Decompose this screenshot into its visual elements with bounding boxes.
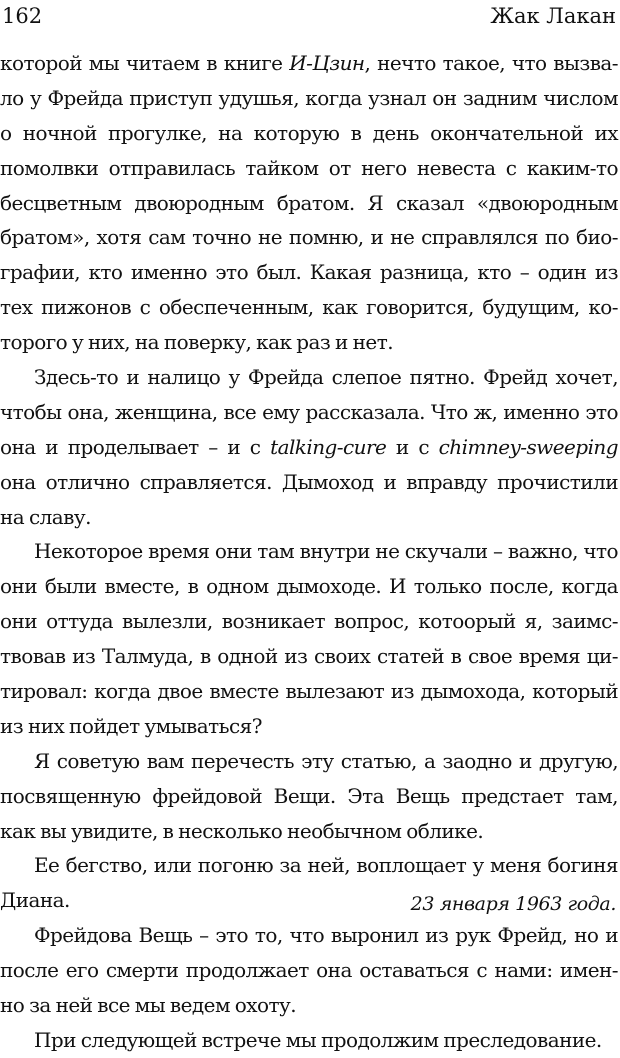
- text-line: на славу.: [0, 504, 91, 529]
- text-line: она и проделывает – и с talking-cure и с chimney-sweeping: [0, 434, 618, 459]
- text-line: она отлично справляется. Дымоход и вправду прочистили: [0, 469, 618, 494]
- text-line: твовав из Талмуда, в одной из своих статей в свое время ци-: [0, 644, 618, 669]
- lecture-date: 23 января 1963 года.: [410, 893, 616, 915]
- text-line: но за ней все мы ведем охоту.: [0, 993, 297, 1018]
- paragraph-start-line: Некоторое время они там внутри не скучали – важно, что: [34, 539, 618, 564]
- text-line: тировал: когда двое вместе вылезают из дымохода, который: [0, 679, 618, 704]
- italic-term: chimney-sweeping: [438, 434, 618, 459]
- text-line: они были вместе, в одном дымоходе. И только после, когда: [0, 574, 618, 599]
- page-number: 162: [2, 4, 43, 28]
- paragraph-start-line: При следующей встрече мы продолжим преследование.: [34, 1027, 602, 1052]
- text-line: как вы увидите, в несколько необычном облике.: [0, 818, 484, 843]
- text-line: о ночной прогулке, на которую в день окончательной их: [0, 120, 618, 145]
- italic-term: И-Цзин: [289, 51, 365, 75]
- text-line: после его смерти продолжает она оставаться с нами: имен-: [0, 958, 618, 983]
- text-line: ло у Фрейда приступ удушья, когда узнал он задним числом: [0, 85, 618, 110]
- text-line: помолвки отправилась тайком от него невеста с каким-то: [0, 155, 618, 180]
- text-line: Диана.: [0, 888, 70, 913]
- paragraph-start-line: Я советую вам перечесть эту статью, а заодно и другую,: [34, 748, 618, 773]
- text-line: тех пижонов с обеспеченным, как говорится, будущим, ко-: [0, 295, 618, 320]
- text-line: посвященную фрейдовой Вещи. Эта Вещь предстает там,: [0, 783, 618, 808]
- text-line: чтобы она, женщина, все ему рассказала. Что ж, именно это: [0, 399, 618, 424]
- text-line: братом», хотя сам точно не помню, и не справлялся по био-: [0, 225, 618, 250]
- text-line: бесцветным двоюродным братом. Я сказал «двоюродным: [0, 190, 618, 215]
- running-title: Жак Лакан: [490, 4, 616, 28]
- text-line: которой мы читаем в книге И-Цзин, нечто такое, что вызва-: [0, 51, 618, 75]
- paragraph-start-line: Здесь-то и налицо у Фрейда слепое пятно. Фрейд хочет,: [34, 365, 618, 390]
- text-line: они оттуда вылезли, возникает вопрос, котоорый я, заимс-: [0, 609, 618, 634]
- paragraph-start-line: Фрейдова Вещь – это то, что выронил из рук Фрейд, но и: [34, 923, 618, 948]
- running-head: [2, 2, 616, 32]
- paragraph-start-line: Ее бегство, или погоню за ней, воплощает у меня богиня: [34, 853, 618, 878]
- italic-term: talking-cure: [270, 434, 387, 459]
- text-line: графии, кто именно это был. Какая разница, кто – один из: [0, 260, 618, 285]
- text-line: из них пойдет умываться?: [0, 713, 262, 738]
- text-line: торого у них, на поверку, как раз и нет.: [0, 330, 394, 355]
